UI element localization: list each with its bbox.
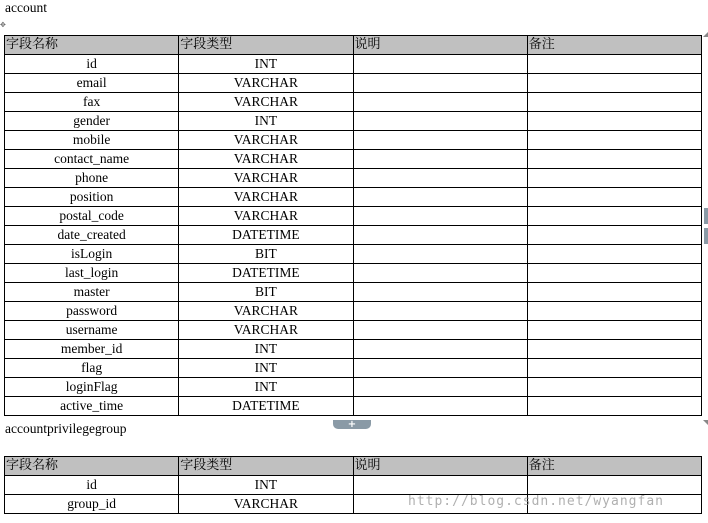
cell-description[interactable] <box>353 302 527 321</box>
cell-description[interactable] <box>353 131 527 150</box>
cell-field-name[interactable]: isLogin <box>5 245 179 264</box>
cell-description[interactable] <box>353 321 527 340</box>
cell-description[interactable] <box>353 283 527 302</box>
cell-field-name[interactable]: position <box>5 188 179 207</box>
cell-field-type[interactable]: VARCHAR <box>179 150 353 169</box>
cell-description[interactable] <box>353 245 527 264</box>
cell-description[interactable] <box>353 359 527 378</box>
table-move-anchor-icon[interactable]: ✥ <box>0 21 6 29</box>
table-row <box>5 302 702 321</box>
cell-remark[interactable] <box>527 302 701 321</box>
cell-remark[interactable] <box>527 397 701 416</box>
table-row <box>5 264 702 283</box>
cell-remark[interactable] <box>527 112 701 131</box>
cell-remark[interactable] <box>527 321 701 340</box>
cell-field-name[interactable]: password <box>5 302 179 321</box>
cell-field-type[interactable]: VARCHAR <box>179 495 353 514</box>
fields-table-account <box>4 35 702 416</box>
table-header-row <box>5 457 702 476</box>
cell-field-name[interactable]: email <box>5 74 179 93</box>
table-row <box>5 359 702 378</box>
cell-description[interactable] <box>353 112 527 131</box>
header-remark[interactable]: 备注 <box>527 457 701 476</box>
cell-field-type[interactable]: INT <box>179 359 353 378</box>
cell-field-name[interactable]: id <box>5 55 179 74</box>
cell-field-type[interactable]: VARCHAR <box>179 302 353 321</box>
header-field-type[interactable]: 字段类型 <box>179 36 353 55</box>
cell-field-name[interactable]: postal_code <box>5 207 179 226</box>
table-row <box>5 226 702 245</box>
cell-field-name[interactable]: id <box>5 476 179 495</box>
cell-field-name[interactable]: flag <box>5 359 179 378</box>
table-resize-bottom-icon[interactable] <box>703 420 708 425</box>
cell-field-type[interactable]: INT <box>179 112 353 131</box>
table-row <box>5 55 702 74</box>
cell-field-type[interactable]: VARCHAR <box>179 169 353 188</box>
cell-description[interactable] <box>353 93 527 112</box>
cell-remark[interactable] <box>527 74 701 93</box>
table-row <box>5 283 702 302</box>
cell-remark[interactable] <box>527 150 701 169</box>
table-row <box>5 188 702 207</box>
cell-description[interactable] <box>353 226 527 245</box>
cell-field-type[interactable]: DATETIME <box>179 264 353 283</box>
table-row <box>5 378 702 397</box>
cell-field-type[interactable]: VARCHAR <box>179 207 353 226</box>
cell-description[interactable] <box>353 397 527 416</box>
table-header-row <box>5 36 702 55</box>
header-field-name[interactable]: 字段名称 <box>5 36 179 55</box>
cell-field-name[interactable]: group_id <box>5 495 179 514</box>
table-row <box>5 169 702 188</box>
cell-field-type[interactable]: INT <box>179 378 353 397</box>
cell-field-name[interactable]: mobile <box>5 131 179 150</box>
cell-remark[interactable] <box>527 283 701 302</box>
cell-description[interactable] <box>353 55 527 74</box>
table-row <box>5 245 702 264</box>
cell-field-type[interactable]: INT <box>179 55 353 74</box>
cell-remark[interactable] <box>527 264 701 283</box>
cell-field-type[interactable]: BIT <box>179 283 353 302</box>
cell-field-type[interactable]: DATETIME <box>179 226 353 245</box>
table-row <box>5 476 702 495</box>
table-row <box>5 321 702 340</box>
cell-field-name[interactable]: fax <box>5 93 179 112</box>
cell-remark[interactable] <box>527 359 701 378</box>
table-row <box>5 207 702 226</box>
cell-field-type[interactable]: VARCHAR <box>179 321 353 340</box>
cell-description[interactable] <box>353 150 527 169</box>
cell-remark[interactable] <box>527 226 701 245</box>
cell-field-name[interactable]: active_time <box>5 397 179 416</box>
cell-field-name[interactable]: gender <box>5 112 179 131</box>
cell-remark[interactable] <box>527 476 701 495</box>
cell-field-type[interactable]: VARCHAR <box>179 131 353 150</box>
cell-field-type[interactable]: VARCHAR <box>179 93 353 112</box>
cell-description[interactable] <box>353 378 527 397</box>
header-description[interactable]: 说明 <box>353 457 527 476</box>
table-row <box>5 112 702 131</box>
cell-description[interactable] <box>353 207 527 226</box>
scrollbar-marker[interactable] <box>704 208 708 224</box>
cell-field-name[interactable]: date_created <box>5 226 179 245</box>
cell-field-type[interactable]: INT <box>179 476 353 495</box>
cell-remark[interactable] <box>527 131 701 150</box>
watermark-text: http://blog.csdn.net/wyangfan <box>408 494 664 509</box>
insert-row-button[interactable]: + <box>333 420 371 429</box>
cell-remark[interactable] <box>527 93 701 112</box>
scrollbar-marker[interactable] <box>704 228 708 244</box>
cell-field-type[interactable]: VARCHAR <box>179 74 353 93</box>
cell-field-name[interactable]: master <box>5 283 179 302</box>
cell-field-type[interactable]: VARCHAR <box>179 188 353 207</box>
table-row <box>5 397 702 416</box>
cell-field-type[interactable]: BIT <box>179 245 353 264</box>
cell-description[interactable] <box>353 188 527 207</box>
table-title-account: account <box>5 0 47 15</box>
cell-description[interactable] <box>353 476 527 495</box>
cell-description[interactable] <box>353 340 527 359</box>
table-title-accountprivilegegroup: accountprivilegegroup <box>5 421 127 436</box>
cell-field-name[interactable]: last_login <box>5 264 179 283</box>
cell-remark[interactable] <box>527 188 701 207</box>
table-row <box>5 93 702 112</box>
table-row <box>5 340 702 359</box>
cell-remark[interactable] <box>527 340 701 359</box>
header-field-name[interactable]: 字段名称 <box>5 457 179 476</box>
header-description[interactable]: 说明 <box>353 36 527 55</box>
cell-field-name[interactable]: username <box>5 321 179 340</box>
cell-field-name[interactable]: phone <box>5 169 179 188</box>
table-resize-top-icon[interactable] <box>703 32 708 37</box>
cell-field-name[interactable]: contact_name <box>5 150 179 169</box>
cell-field-type[interactable]: DATETIME <box>179 397 353 416</box>
table-row <box>5 131 702 150</box>
cell-field-name[interactable]: loginFlag <box>5 378 179 397</box>
cell-remark[interactable] <box>527 169 701 188</box>
cell-field-type[interactable]: INT <box>179 340 353 359</box>
cell-description[interactable] <box>353 264 527 283</box>
cell-remark[interactable] <box>527 245 701 264</box>
cell-remark[interactable] <box>527 378 701 397</box>
cell-description[interactable] <box>353 169 527 188</box>
cell-remark[interactable] <box>527 207 701 226</box>
table-row <box>5 74 702 93</box>
table-row <box>5 150 702 169</box>
cell-field-name[interactable]: member_id <box>5 340 179 359</box>
header-field-type[interactable]: 字段类型 <box>179 457 353 476</box>
cell-remark[interactable] <box>527 55 701 74</box>
cell-description[interactable] <box>353 74 527 93</box>
header-remark[interactable]: 备注 <box>527 36 701 55</box>
